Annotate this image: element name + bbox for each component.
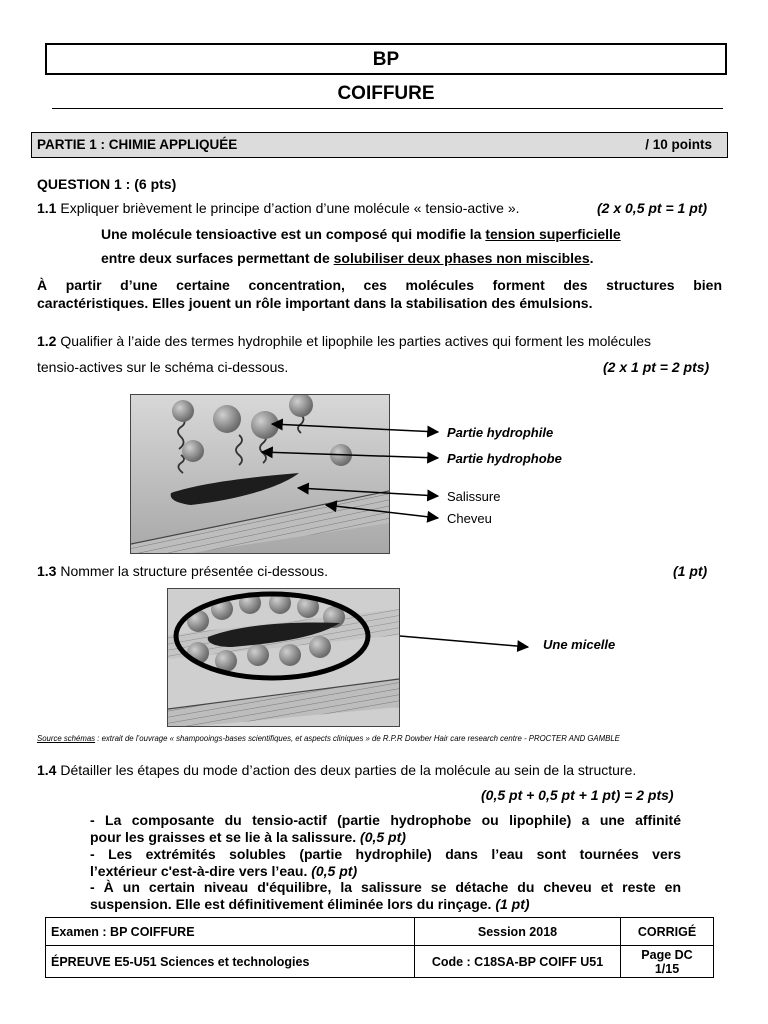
micelle-illustration [168, 589, 399, 726]
q13-points: (1 pt) [673, 563, 708, 579]
exam-level: BP [372, 49, 400, 70]
footer-page [621, 946, 714, 978]
arrow-cheveu [326, 505, 438, 518]
answer-points: (1 pt) [495, 896, 530, 912]
q12-prompt-line2: tensio-actives sur le schéma ci-dessous. [37, 359, 289, 375]
footer-epreuve: ÉPREUVE E5-U51 Sciences et technologies [46, 946, 415, 978]
q11-points: (2 x 0,5 pt = 1 pt) [597, 200, 708, 216]
footer-page-label: Page DC [641, 947, 693, 962]
label-cheveu: Cheveu [447, 511, 492, 526]
q12-points: (2 x 1 pt = 2 pts) [603, 359, 710, 375]
answer-text: suspension. Elle est définitivement éliminée lors du rinçage. [90, 896, 496, 912]
q11-number: 1.1 [37, 200, 57, 216]
q14-points: (0,5 pt + 0,5 pt + 1 pt) = 2 pts) [481, 787, 674, 803]
answer-text: entre deux surfaces permettant de [101, 250, 334, 266]
answer-text: l’extérieur c'est-à-dire vers l’eau. [90, 863, 312, 879]
q14-number: 1.4 [37, 762, 57, 778]
footer-corrige: CORRIGÉ [621, 918, 714, 946]
q11-answer-para-line1: À partir d’une certaine concentration, ces molécules forment des structures bien [37, 277, 722, 293]
source-text: : extrait de l’ouvrage « shampooings-bases scientifiques, et aspects cliniques » de R.P.R Dowber Hair care research centre - PROCTER AND GAMBLE [95, 734, 620, 743]
label-partie-hydrophile: Partie hydrophile [447, 425, 554, 440]
arrow-micelle [400, 636, 528, 647]
footer-code: Code : C18SA-BP COIFF U51 [415, 946, 621, 978]
q14-text: Détailler les étapes du mode d’action des deux parties de la molécule au sein de la structure. [60, 762, 637, 778]
q11-answer-para-line2: caractéristiques. Elles jouent un rôle important dans la stabilisation des émulsions. [37, 295, 593, 311]
label-micelle: Une micelle [543, 637, 616, 652]
answer-points: (0,5 pt) [360, 829, 406, 845]
source-label: Source schémas [37, 734, 96, 743]
q12-number: 1.2 [37, 333, 57, 349]
answer-text: pour les graisses et se lie à la salissure. [90, 829, 361, 845]
answer-keyword: tension superficielle [485, 226, 621, 242]
q13-number: 1.3 [37, 563, 57, 579]
q14-prompt [37, 762, 636, 779]
label-partie-hydrophobe: Partie hydrophobe [447, 451, 562, 466]
question-title: QUESTION 1 : (6 pts) [37, 176, 177, 192]
q14-answer1-line1: - La composante du tensio-actif (partie hydrophobe ou lipophile) a une affinité [90, 812, 681, 828]
source-note [37, 734, 620, 743]
q14-answer3-line1: - À un certain niveau d'équilibre, la salissure se détache du cheveu et reste en [90, 879, 681, 895]
footer-exam: Examen : BP COIFFURE [46, 918, 415, 946]
section-title: PARTIE 1 : CHIMIE APPLIQUÉE [37, 137, 238, 152]
footer-page-number: 1/15 [654, 961, 680, 976]
q14-answer2-line1: - Les extrémités solubles (partie hydrophile) dans l’eau sont tournées vers [90, 846, 681, 862]
arrow-hydrophobe [262, 452, 438, 458]
answer-keyword: solubiliser deux phases non miscibles [333, 250, 590, 266]
q13-text: Nommer la structure présentée ci-dessous. [60, 563, 329, 579]
q14-answer2-line2 [90, 863, 357, 880]
q13-prompt [37, 563, 328, 580]
q11-text: Expliquer brièvement le principe d’action d’une molécule « tensio-active ». [60, 200, 520, 216]
section-points: / 10 points [645, 137, 712, 152]
answer-text: Une molécule tensioactive est un composé qui modifie la [101, 226, 486, 242]
micelle-figure [167, 588, 400, 727]
q12-text: Qualifier à l’aide des termes hydrophile et lipophile les parties actives qui forment les molécules [60, 333, 651, 349]
answer-points: (0,5 pt) [311, 863, 358, 879]
label-salissure: Salissure [447, 489, 501, 504]
page-title: COIFFURE [337, 83, 435, 104]
q14-answer3-line2 [90, 896, 530, 913]
footer-session: Session 2018 [415, 918, 621, 946]
answer-text: . [589, 250, 594, 266]
q14-answer1-line2 [90, 829, 406, 846]
arrow-hydrophile [272, 424, 438, 432]
arrow-salissure [298, 488, 438, 496]
footer-table [45, 917, 714, 978]
